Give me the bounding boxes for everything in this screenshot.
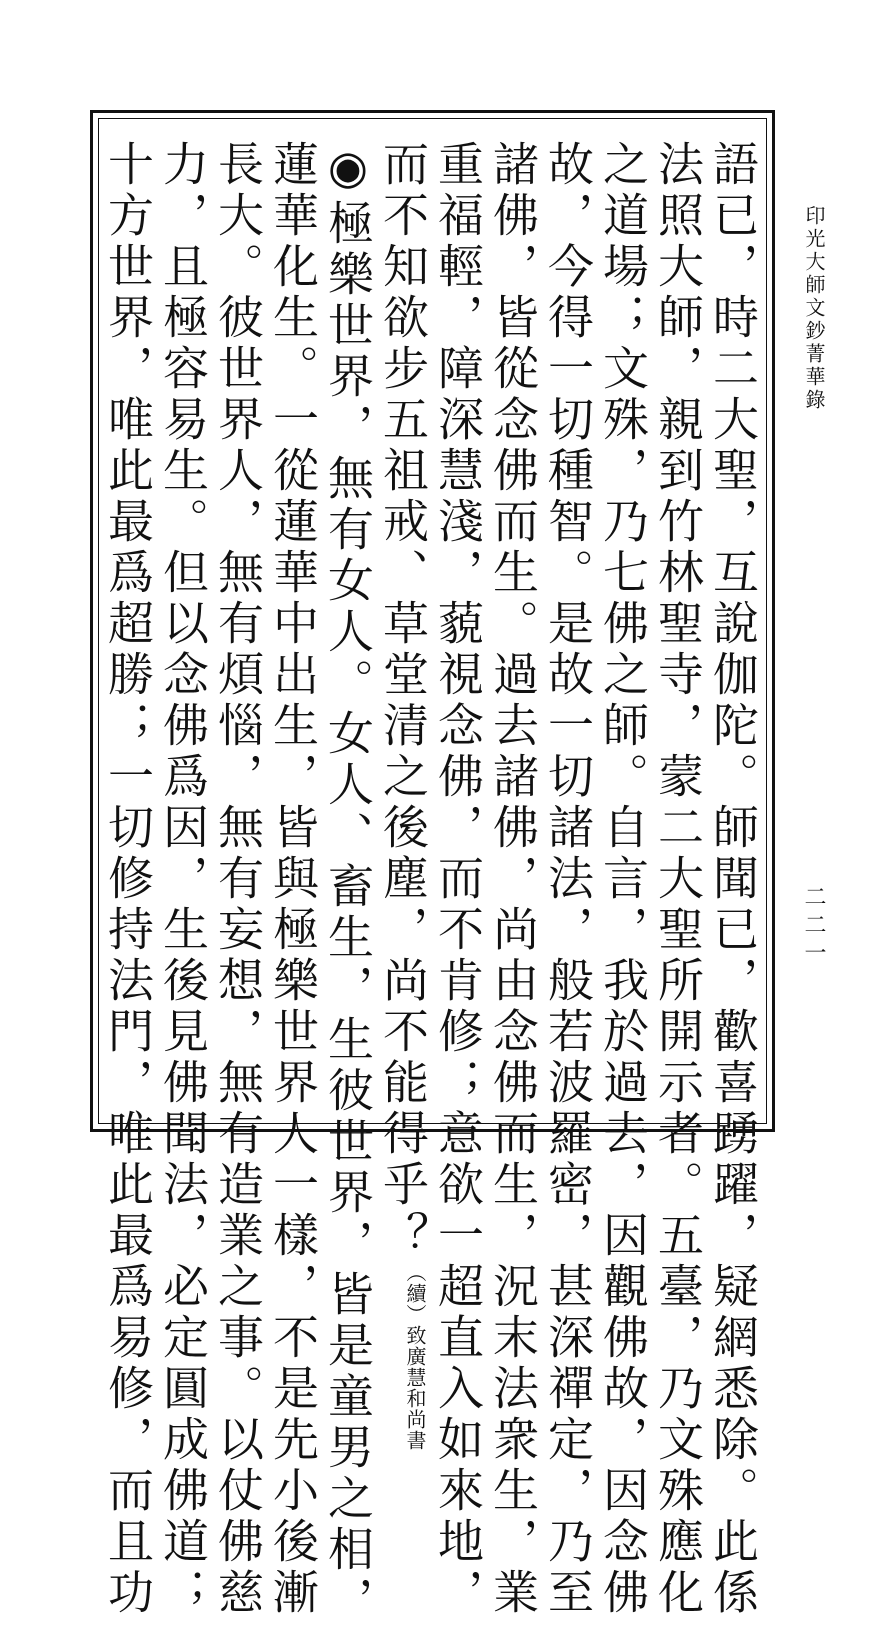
text-column-with-note: [375, 140, 430, 1451]
source-note: （續）致廣慧和尚書: [403, 1262, 427, 1451]
book-title: 印光大師文鈔菁華錄: [802, 205, 826, 412]
text-column: 重福輕，障深慧淺，藐視念佛，而不肯修；意欲一超直入如來地，: [431, 140, 485, 1619]
text-column: 力，且極容易生。但以念佛爲因，生後見佛聞法，必定圓成佛道；: [156, 140, 210, 1619]
text-column: 之道場；文殊，乃七佛之師。自言，我於過去，因觀佛故，因念佛: [596, 140, 650, 1619]
text-column: 法照大師，親到竹林聖寺，蒙二大聖所開示者。五臺，乃文殊應化: [651, 140, 705, 1619]
text-column: 語已，時二大聖，互說伽陀。師聞已，歡喜踴躍，疑網悉除。此係: [706, 140, 760, 1619]
text-column: 蓮華化生。一從蓮華中出生，皆與極樂世界人一樣，不是先小後漸: [266, 140, 320, 1619]
text-column: 故，今得一切種智。是故一切諸法，般若波羅密，甚深禪定，乃至: [541, 140, 595, 1619]
text-column: 而不知欲步五祖戒、草堂清之後塵，尚不能得乎？: [376, 140, 430, 1262]
page-number: 二二一: [801, 885, 826, 969]
text-column: 長大。彼世界人，無有煩惱，無有妄想，無有造業之事。以仗佛慈: [211, 140, 265, 1619]
text-column: 十方世界，唯此最爲超勝；一切修持法門，唯此最爲易修，而且功: [101, 140, 155, 1619]
main-text: [101, 140, 760, 1627]
text-column: ◉極樂世界，無有女人。女人、畜生，生彼世界，皆是童男之相，: [321, 140, 375, 1627]
text-column: 諸佛，皆從念佛而生。過去諸佛，尚由念佛而生，況末法衆生，業: [486, 140, 540, 1619]
